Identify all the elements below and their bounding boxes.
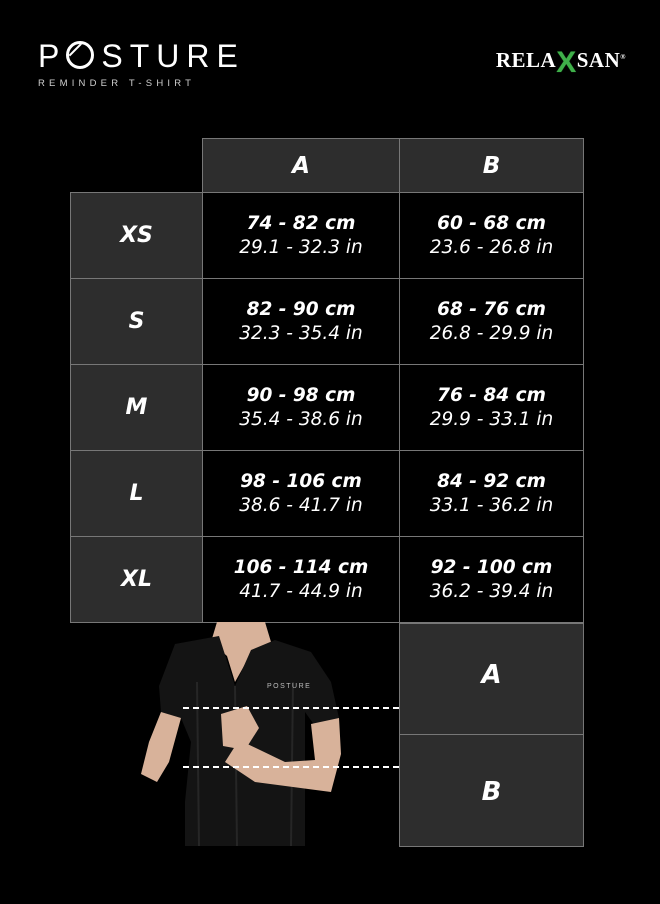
table-cell-b: 68 - 76 cm 26.8 - 29.9 in (399, 278, 584, 365)
table-cell-b: 60 - 68 cm 23.6 - 26.8 in (399, 192, 584, 279)
measure-line-b (183, 766, 399, 768)
posture-logo (38, 40, 245, 89)
legend-a: A (399, 623, 584, 735)
relaxsan-logo: RELAXSAN® (495, 46, 626, 79)
table-cell-a: 106 - 114 cm 41.7 - 44.9 in (202, 536, 400, 623)
posture-logo-title: P STURE (38, 40, 245, 72)
row-size-label: S (70, 278, 203, 365)
legend-b: B (399, 734, 584, 847)
row-size-label: M (70, 364, 203, 451)
measure-line-a (183, 707, 399, 709)
column-header-a: A (202, 138, 400, 193)
shirt-print: POSTURE (267, 683, 312, 690)
table-cell-a: 82 - 90 cm 32.3 - 35.4 in (202, 278, 400, 365)
posture-logo-subtitle: REMINDER T-SHIRT (38, 78, 196, 89)
table-cell-a: 74 - 82 cm 29.1 - 32.3 in (202, 192, 400, 279)
table-cell-b: 76 - 84 cm 29.9 - 33.1 in (399, 364, 584, 451)
row-size-label: L (70, 450, 203, 537)
table-cell-a: 90 - 98 cm 35.4 - 38.6 in (202, 364, 400, 451)
posture-o-icon (66, 41, 94, 69)
table-cell-b: 84 - 92 cm 33.1 - 36.2 in (399, 450, 584, 537)
column-header-b: B (399, 138, 584, 193)
relaxsan-x-icon: X (556, 46, 577, 79)
table-cell-a: 98 - 106 cm 38.6 - 41.7 in (202, 450, 400, 537)
table-cell-b: 92 - 100 cm 36.2 - 39.4 in (399, 536, 584, 623)
row-size-label: XS (70, 192, 203, 279)
model-shirt-illustration (135, 622, 400, 846)
row-size-label: XL (70, 536, 203, 623)
